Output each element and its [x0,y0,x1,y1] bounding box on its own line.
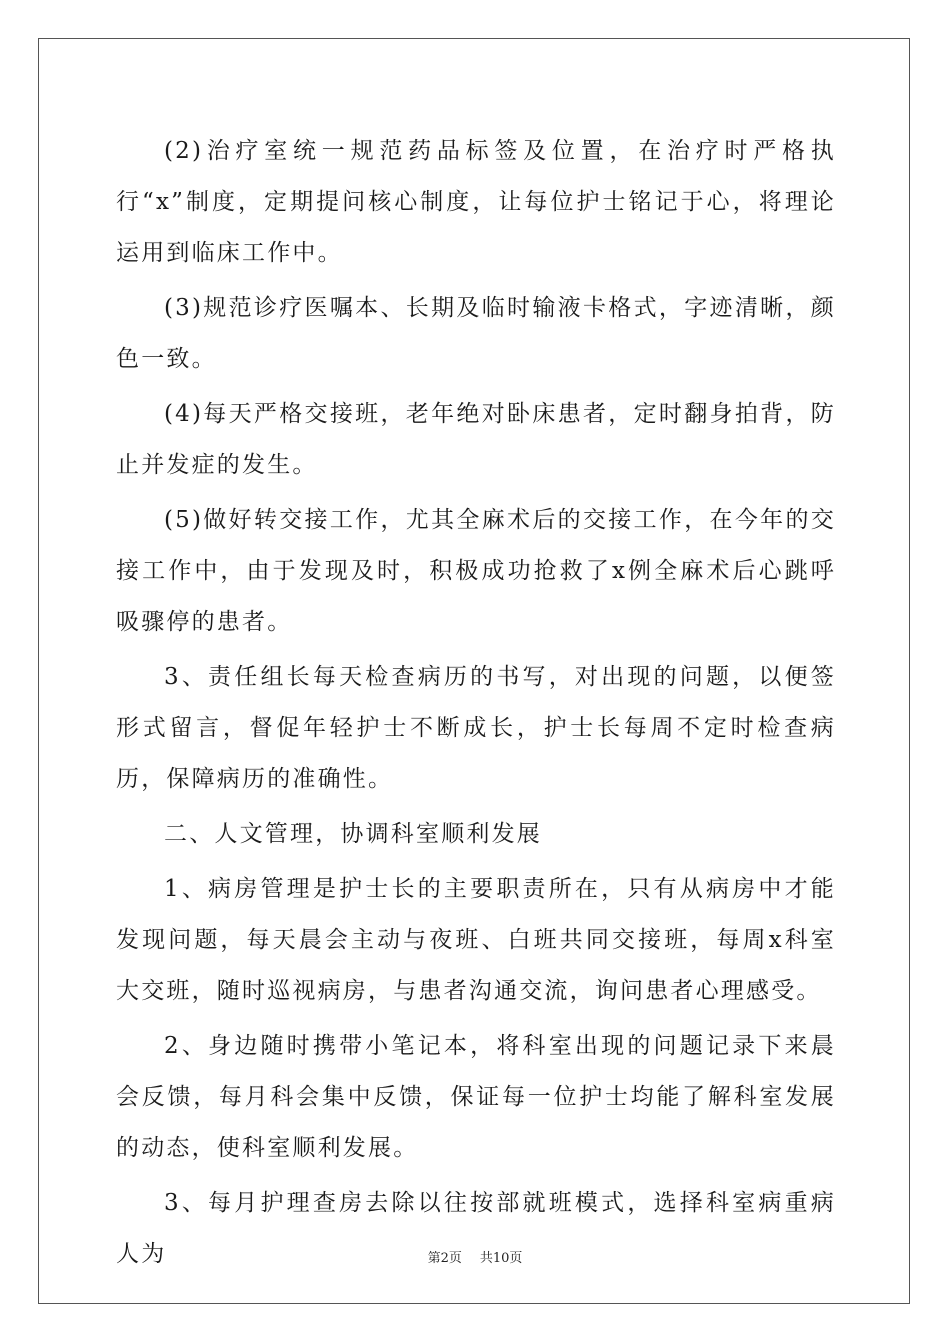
paragraph: (5)做好转交接工作，尤其全麻术后的交接工作，在今年的交接工作中，由于发现及时，积极成功抢救了x例全麻术后心跳呼吸骤停的患者。 [116,507,836,635]
page-number: 第2页 [427,1251,462,1266]
page-footer [0,1247,950,1266]
paragraph: 1、病房管理是护士长的主要职责所在，只有从病房中才能发现问题，每天晨会主动与夜班、白班共同交接班，每周x科室大交班，随时巡视病房，与患者沟通交流，询问患者心理感受。 [116,876,836,1004]
paragraph: 3、每月护理查房去除以往按部就班模式，选择科室病重病人为 [116,1190,836,1267]
document-body [116,126,836,1284]
paragraph: (2)治疗室统一规范药品标签及位置，在治疗时严格执行“x”制度，定期提问核心制度，让每位护士铭记于心，将理论运用到临床工作中。 [116,138,836,266]
paragraph: (4)每天严格交接班，老年绝对卧床患者，定时翻身拍背，防止并发症的发生。 [116,401,836,478]
total-pages: 共10页 [479,1251,523,1266]
section-heading: 二、人文管理，协调科室顺利发展 [164,821,542,847]
paragraph: (3)规范诊疗医嘱本、长期及临时输液卡格式，字迹清晰，颜色一致。 [116,295,836,372]
paragraph: 3、责任组长每天检查病历的书写，对出现的问题，以便签形式留言，督促年轻护士不断成长，护士长每周不定时检查病历，保障病历的准确性。 [116,664,836,792]
paragraph: 2、身边随时携带小笔记本，将科室出现的问题记录下来晨会反馈，每月科会集中反馈，保证每一位护士均能了解科室发展的动态，使科室顺利发展。 [116,1033,836,1161]
